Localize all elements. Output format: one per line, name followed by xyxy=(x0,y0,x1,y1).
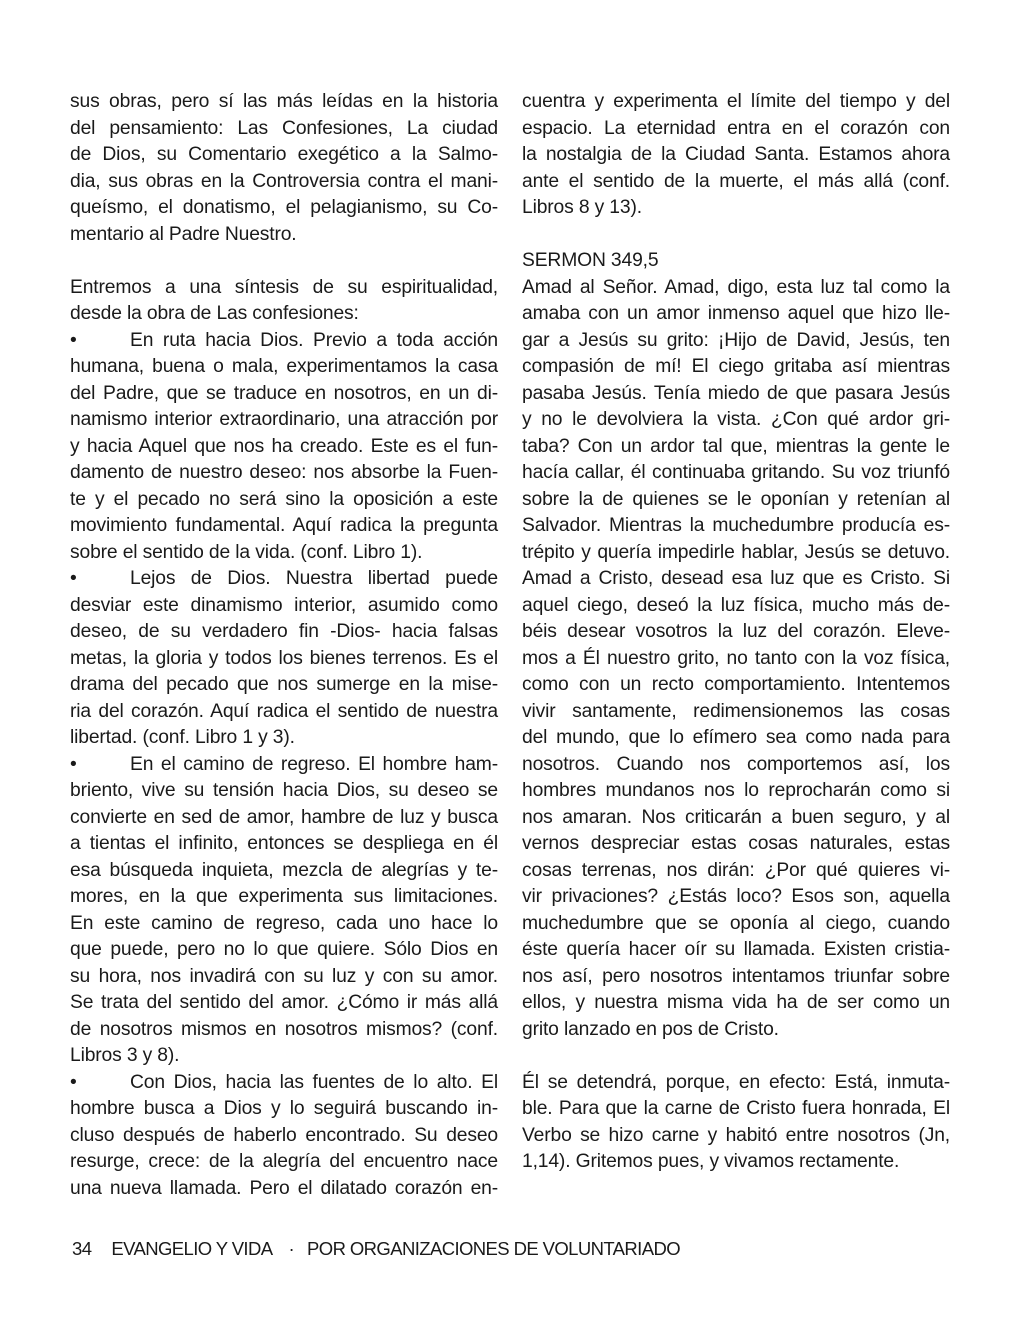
text-line: metas, la gloria y todos los bienes terrenos. Es el xyxy=(70,647,498,669)
text-line: hombres mundanos nos lo reprocharán como si xyxy=(522,780,950,801)
bullet-first-line xyxy=(70,566,498,593)
text-line: hacía callar, él continuaba gritando. Su voz triunfó xyxy=(522,462,950,483)
text-line: mentario al Padre Nuestro. xyxy=(70,223,297,245)
footer-separator: · xyxy=(288,1238,295,1259)
bullet-item-lejos xyxy=(70,566,498,752)
text-line: del pensamiento: Las Confesiones, La ciudad xyxy=(70,117,498,139)
text-line: muchedumbre que se oponía al ciego, cuando xyxy=(522,912,950,934)
sermon-body xyxy=(522,275,950,1044)
text-line: Libros 3 y 8). xyxy=(70,1045,180,1066)
text-line: vir privaciones? ¿Estás loco? Esos son, aquella xyxy=(522,886,950,907)
bullet-first-line xyxy=(70,1070,498,1097)
text-line: Se trata del sentido del amor. ¿Cómo ir más allá xyxy=(70,992,498,1013)
text-line: namismo interior extraordinario, una atracción por xyxy=(70,409,498,430)
page-number: 34 xyxy=(72,1238,92,1259)
text-line: dia, sus obras en la Controversia contra el mani- xyxy=(70,170,498,192)
text-line: Verbo se hizo carne y habitó entre nosotros (Jn, xyxy=(522,1124,950,1146)
text-line: y no le devolviera la vista. ¿Con qué ardor gri- xyxy=(522,409,950,430)
bullet-first-line xyxy=(70,328,498,355)
paragraph-works xyxy=(70,89,498,248)
bullet-item-en-ruta xyxy=(70,328,498,567)
text-line: de Dios, su Comentario exegético a la Salmo- xyxy=(70,144,498,165)
bullet-icon: • xyxy=(70,753,77,775)
text-line: esa búsqueda inquieta, mezcla de alegrías y te- xyxy=(70,859,498,881)
text-line: del mundo, que lo efímero sea como nada para xyxy=(522,727,950,748)
text-line: trépito y quería impedirle hablar, Jesús se detuvo. xyxy=(522,541,950,563)
bullet-first-line xyxy=(70,752,498,779)
text-line: humana, buena o mala, experimentamos la casa xyxy=(70,356,498,377)
text-line: taba? Con un ardor tal que, mientras la gente le xyxy=(522,435,950,457)
text-line: del Padre, que se traduce en nosotros, en un di- xyxy=(70,382,498,404)
paragraph-intro xyxy=(70,275,498,328)
text-line: cosas terrenas, nos dirán: ¿Por qué quieres vi- xyxy=(522,859,950,881)
text-line: 1,14). Gritemos pues, y vivamos rectamente. xyxy=(522,1151,900,1172)
text-line: nosotros. Cuando nos comportemos así, los xyxy=(522,753,950,775)
bullet-item-con-dios xyxy=(70,1070,498,1203)
text-line: sus obras, pero sí las más leídas en la historia xyxy=(70,91,498,112)
text-line: sobre el sentido de la vida. (conf. Libro 1). xyxy=(70,541,423,563)
text-line: compasión de mí! El ciego gritaba así mientras xyxy=(522,356,950,377)
text-line: drama del pecado que nos sumerge en la mise- xyxy=(70,674,498,695)
text-line: nos así, pero nosotros intentamos triunfar sobre xyxy=(522,965,950,987)
text-line: Libros 8 y 13). xyxy=(522,197,642,218)
paragraph-closing xyxy=(522,1070,950,1176)
text-line: vernos despreciar estas cosas naturales, estas xyxy=(522,833,950,854)
text-line: desde la obra de Las confesiones: xyxy=(70,303,359,324)
text-line: cluso después de haberlo encontrado. Su deseo xyxy=(70,1124,498,1146)
text-line: ble. Para que la carne de Cristo fuera honrada, El xyxy=(522,1098,950,1119)
text-line: éste quería hacer oír su llamada. Existen cristia- xyxy=(522,939,950,960)
text-line: a tientas el infinito, entonces se despliega en él xyxy=(70,833,498,854)
text-line: queísmo, el donatismo, el pelagianismo, su Co- xyxy=(70,197,498,218)
text-line: hombre busca a Dios y lo seguirá buscando in- xyxy=(70,1098,498,1119)
text-line: En ruta hacia Dios. Previo a toda acción xyxy=(130,329,498,351)
text-line: cuentra y experimenta el límite del tiempo y del xyxy=(522,91,950,112)
text-line: desviar este dinamismo interior, asumido como xyxy=(70,594,498,616)
text-line: movimiento fundamental. Aquí radica la pregunta xyxy=(70,515,498,536)
bullet-icon: • xyxy=(70,329,77,351)
text-line: libertad. (conf. Libro 1 y 3). xyxy=(70,727,295,748)
bullet-item-regreso xyxy=(70,752,498,1070)
paragraph-continuation xyxy=(522,89,950,222)
text-line: vivir santamente, redimensionemos las cosas xyxy=(522,700,950,722)
text-line: pasaba Jesús. Tenía miedo de que pasara Jesús xyxy=(522,382,950,404)
text-line: mores, en la que experimenta sus limitaciones. xyxy=(70,886,498,907)
paragraph-spacer xyxy=(522,1043,950,1070)
text-line: Entremos a una síntesis de su espiritualidad, xyxy=(70,276,498,298)
text-line: Salvador. Mientras la muchedumbre producía es- xyxy=(522,515,950,536)
text-line: sobre la de quienes se le oponían y retenían al xyxy=(522,488,950,510)
text-line: En este camino de regreso, cada uno hace lo xyxy=(70,912,498,934)
text-line: que puede, pero no lo que quiere. Sólo Dios en xyxy=(70,939,498,960)
page-footer xyxy=(72,1237,680,1261)
text-line: su hora, nos invadirá con su luz y con su amor. xyxy=(70,965,498,987)
text-line: Con Dios, hacia las fuentes de lo alto. El xyxy=(130,1071,498,1093)
text-line: Amad al Señor. Amad, digo, esta luz tal como la xyxy=(522,276,950,298)
text-line: grito lanzado en pos de Cristo. xyxy=(522,1018,779,1040)
text-line: te y el pecado no será sino la oposición a este xyxy=(70,488,498,510)
text-line: nos amaran. Nos criticarán a buen seguro, y al xyxy=(522,806,950,828)
text-line: gar a Jesús su grito: ¡Hijo de David, Jesús, ten xyxy=(522,329,950,351)
text-line: béis desear vosotros la luz del corazón. Eleve- xyxy=(522,621,950,642)
text-line: mos a Él nuestro grito, no tanto con la voz física, xyxy=(522,647,950,669)
section-title: POR ORGANIZACIONES DE VOLUNTARIADO xyxy=(307,1238,680,1259)
publication-title: EVANGELIO Y VIDA xyxy=(111,1238,273,1259)
text-line: Lejos de Dios. Nuestra libertad puede xyxy=(130,568,498,589)
text-line: de nosotros mismos en nosotros mismos? (conf. xyxy=(70,1018,498,1040)
right-column xyxy=(522,89,950,1176)
text-line: ellos, y nuestra misma vida ha de ser como un xyxy=(522,992,950,1013)
text-line: En el camino de regreso. El hombre ham- xyxy=(130,753,498,775)
text-line: una nueva llamada. Pero el dilatado corazón en- xyxy=(70,1177,498,1199)
text-line: aquel ciego, deseó la luz física, mucho más de- xyxy=(522,594,950,616)
text-line: resurge, crece: de la alegría del encuentro nace xyxy=(70,1151,498,1172)
text-line: convierte en sed de amor, hambre de luz y busca xyxy=(70,806,498,828)
text-line: deseo, de su verdadero fin -Dios- hacia falsas xyxy=(70,621,498,642)
text-line: Él se detendrá, porque, en efecto: Está, inmuta- xyxy=(522,1071,950,1093)
paragraph-spacer xyxy=(522,222,950,249)
text-line: la nostalgia de la Ciudad Santa. Estamos ahora xyxy=(522,144,950,165)
sermon-heading: SERMON 349,5 xyxy=(522,250,659,271)
text-line: briento, vive su tensión hacia Dios, su deseo se xyxy=(70,780,498,801)
text-line: como con un recto comportamiento. Intentemos xyxy=(522,674,950,695)
text-line: y hacia Aquel que nos ha creado. Este es el fun- xyxy=(70,435,498,457)
bullet-icon: • xyxy=(70,1071,77,1093)
text-line: ria del corazón. Aquí radica el sentido de nuestra xyxy=(70,700,498,722)
text-line: ante el sentido de la muerte, el más allá (conf. xyxy=(522,170,950,192)
paragraph-spacer xyxy=(70,248,498,275)
text-line: Amad a Cristo, desead esa luz que es Cristo. Si xyxy=(522,568,950,589)
left-column xyxy=(70,89,498,1202)
text-line: amaba con un amor inmenso aquel que hizo lle- xyxy=(522,303,950,324)
text-line: damento de nuestro deseo: nos absorbe la Fuen- xyxy=(70,462,498,483)
bullet-icon: • xyxy=(70,568,77,589)
text-line: espacio. La eternidad entra en el corazón con xyxy=(522,117,950,139)
